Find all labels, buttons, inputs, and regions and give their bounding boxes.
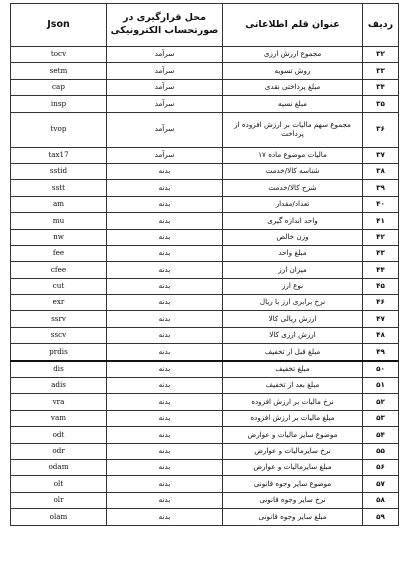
- header-item-title: عنوان قلم اطلاعاتی: [223, 4, 363, 47]
- row-item-title: میزان ارز: [223, 262, 363, 278]
- row-location: بدنه: [107, 459, 223, 475]
- row-item-title: مبلغ قبل از تخفیف: [223, 344, 363, 361]
- table-row: [11, 245, 399, 261]
- table-row: [11, 262, 399, 278]
- table-row: [11, 278, 399, 294]
- row-number: ۴۱: [363, 213, 399, 229]
- row-item-title: مالیات موضوع ماده ۱۷: [223, 147, 363, 163]
- table-row: [11, 96, 399, 112]
- row-json-key: setm: [11, 63, 107, 79]
- row-json-key: odr: [11, 443, 107, 459]
- table-body: [11, 47, 399, 526]
- row-json-key: sstid: [11, 163, 107, 179]
- row-json-key: adis: [11, 378, 107, 394]
- row-location: بدنه: [107, 311, 223, 327]
- row-number: ۵۸: [363, 492, 399, 508]
- row-number: ۳۶: [363, 112, 399, 147]
- row-json-key: odam: [11, 459, 107, 475]
- row-item-title: واحد اندازه گیری: [223, 213, 363, 229]
- row-item-title: نرخ سایرمالیات و عوارض: [223, 443, 363, 459]
- table-row: [11, 63, 399, 79]
- table-row: [11, 476, 399, 492]
- row-location: بدنه: [107, 509, 223, 525]
- row-location: بدنه: [107, 180, 223, 196]
- row-number: ۳۵: [363, 96, 399, 112]
- row-item-title: نرخ مالیات بر ارزش افزوده: [223, 394, 363, 410]
- row-json-key: tax17: [11, 147, 107, 163]
- row-location: بدنه: [107, 295, 223, 311]
- row-location: بدنه: [107, 196, 223, 212]
- row-json-key: ssrv: [11, 311, 107, 327]
- row-json-key: olam: [11, 509, 107, 525]
- row-location: بدنه: [107, 344, 223, 361]
- row-location: بدنه: [107, 163, 223, 179]
- row-item-title: نرخ برابری ارز با ریال: [223, 295, 363, 311]
- row-number: ۴۳: [363, 245, 399, 261]
- table-row: [11, 509, 399, 525]
- table-row: [11, 344, 399, 361]
- row-item-title: مبلغ تخفیف: [223, 361, 363, 378]
- row-item-title: موضوع سایر وجوه قانونی: [223, 476, 363, 492]
- row-json-key: am: [11, 196, 107, 212]
- table-row: [11, 213, 399, 229]
- row-number: ۴۰: [363, 196, 399, 212]
- row-number: ۴۴: [363, 262, 399, 278]
- row-number: ۴۲: [363, 229, 399, 245]
- table-row: [11, 378, 399, 394]
- row-location: سرآمد: [107, 147, 223, 163]
- row-number: ۴۶: [363, 295, 399, 311]
- row-location: بدنه: [107, 443, 223, 459]
- row-json-key: exr: [11, 295, 107, 311]
- row-location: سرآمد: [107, 63, 223, 79]
- table-row: [11, 163, 399, 179]
- row-item-title: نوع ارز: [223, 278, 363, 294]
- row-json-key: fee: [11, 245, 107, 261]
- row-json-key: insp: [11, 96, 107, 112]
- row-number: ۵۷: [363, 476, 399, 492]
- row-item-title: مبلغ بعد از تخفیف: [223, 378, 363, 394]
- row-number: ۵۶: [363, 459, 399, 475]
- table-row: [11, 459, 399, 475]
- row-item-title: مبلغ نسیه: [223, 96, 363, 112]
- row-number: ۴۷: [363, 311, 399, 327]
- row-json-key: tocv: [11, 47, 107, 63]
- row-item-title: موضوع سایر مالیات و عوارض: [223, 427, 363, 443]
- row-location: بدنه: [107, 476, 223, 492]
- table-row: [11, 147, 399, 163]
- row-json-key: nw: [11, 229, 107, 245]
- row-location: بدنه: [107, 213, 223, 229]
- header-json: Json: [11, 4, 107, 47]
- invoice-fields-table: [10, 3, 399, 526]
- row-location: بدنه: [107, 394, 223, 410]
- row-item-title: تعداد/مقدار: [223, 196, 363, 212]
- row-json-key: dis: [11, 361, 107, 378]
- row-location: سرآمد: [107, 112, 223, 147]
- row-item-title: شناسه کالا/خدمت: [223, 163, 363, 179]
- row-location: سرآمد: [107, 96, 223, 112]
- row-json-key: vam: [11, 410, 107, 426]
- row-item-title: روش تسویه: [223, 63, 363, 79]
- row-location: بدنه: [107, 327, 223, 343]
- row-item-title: نرخ سایر وجوه قانونی: [223, 492, 363, 508]
- row-item-title: مجموع سهم مالیات بر ارزش افزوده از پرداخت: [223, 112, 363, 147]
- row-location: بدنه: [107, 378, 223, 394]
- row-number: ۳۳: [363, 63, 399, 79]
- table-row: [11, 311, 399, 327]
- table-row: [11, 427, 399, 443]
- row-json-key: mu: [11, 213, 107, 229]
- row-number: ۳۹: [363, 180, 399, 196]
- row-json-key: olt: [11, 476, 107, 492]
- row-item-title: ارزش ریالی کالا: [223, 311, 363, 327]
- row-item-title: مبلغ واحد: [223, 245, 363, 261]
- row-item-title: مبلغ سایرمالیات و عوارض: [223, 459, 363, 475]
- row-json-key: tvop: [11, 112, 107, 147]
- row-number: ۳۷: [363, 147, 399, 163]
- table-row: [11, 492, 399, 508]
- row-number: ۳۴: [363, 79, 399, 95]
- row-number: ۵۹: [363, 509, 399, 525]
- table-row: [11, 394, 399, 410]
- row-location: بدنه: [107, 229, 223, 245]
- row-item-title: شرح کالا/خدمت: [223, 180, 363, 196]
- table-row: [11, 196, 399, 212]
- row-json-key: sstt: [11, 180, 107, 196]
- row-json-key: sscv: [11, 327, 107, 343]
- row-location: بدنه: [107, 262, 223, 278]
- row-json-key: prdis: [11, 344, 107, 361]
- row-number: ۳۲: [363, 47, 399, 63]
- row-item-title: مجموع ارزش ارزی: [223, 47, 363, 63]
- table-row: [11, 295, 399, 311]
- header-location: محل قرارگیری در صورتحساب الکترونیکی: [107, 4, 223, 47]
- table-row: [11, 229, 399, 245]
- row-location: بدنه: [107, 245, 223, 261]
- table-row: [11, 112, 399, 147]
- table-row: [11, 327, 399, 343]
- row-json-key: olr: [11, 492, 107, 508]
- table-row: [11, 410, 399, 426]
- row-number: ۵۲: [363, 394, 399, 410]
- table-row: [11, 443, 399, 459]
- row-number: ۵۵: [363, 443, 399, 459]
- table-row: [11, 47, 399, 63]
- row-json-key: cap: [11, 79, 107, 95]
- row-item-title: مبلغ پرداختی نقدی: [223, 79, 363, 95]
- row-item-title: مبلغ مالیات بر ارزش افزوده: [223, 410, 363, 426]
- row-number: ۴۹: [363, 344, 399, 361]
- row-number: ۵۴: [363, 427, 399, 443]
- row-number: ۵۳: [363, 410, 399, 426]
- header-row-number: ردیف: [363, 4, 399, 47]
- row-item-title: وزن خالص: [223, 229, 363, 245]
- row-location: بدنه: [107, 410, 223, 426]
- row-number: ۴۵: [363, 278, 399, 294]
- row-json-key: odt: [11, 427, 107, 443]
- row-number: ۴۸: [363, 327, 399, 343]
- row-json-key: vra: [11, 394, 107, 410]
- row-location: سرآمد: [107, 79, 223, 95]
- row-json-key: cfee: [11, 262, 107, 278]
- row-item-title: مبلغ سایر وجوه قانونی: [223, 509, 363, 525]
- row-location: بدنه: [107, 492, 223, 508]
- table-header-row: [11, 4, 399, 47]
- row-json-key: cut: [11, 278, 107, 294]
- table-row: [11, 180, 399, 196]
- row-number: ۳۸: [363, 163, 399, 179]
- row-location: سرآمد: [107, 47, 223, 63]
- table-row: [11, 79, 399, 95]
- row-location: بدنه: [107, 278, 223, 294]
- row-location: بدنه: [107, 361, 223, 378]
- row-item-title: ارزش ارزی کالا: [223, 327, 363, 343]
- table-row: [11, 361, 399, 378]
- row-location: بدنه: [107, 427, 223, 443]
- row-number: ۵۰: [363, 361, 399, 378]
- row-number: ۵۱: [363, 378, 399, 394]
